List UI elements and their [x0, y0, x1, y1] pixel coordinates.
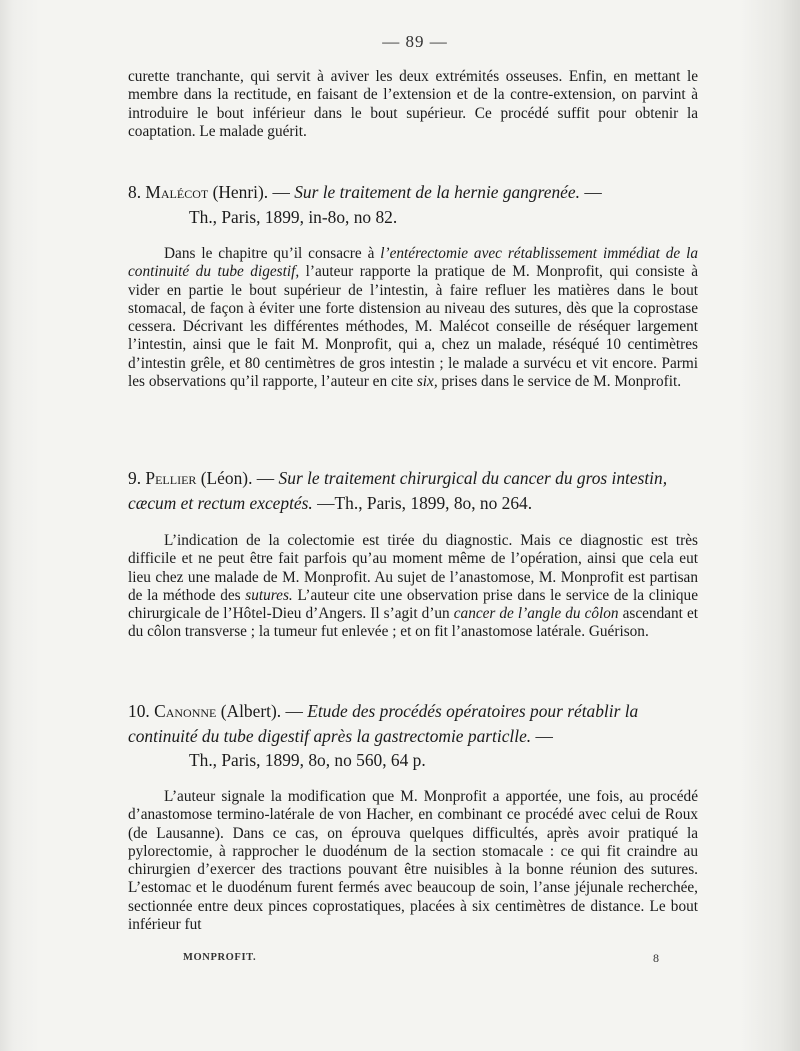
entry-dash: — [256, 468, 275, 488]
summary-emphasis: l’entérectomie avec rétablissement immédiat de la continuité du tube digestif, [128, 245, 698, 281]
footer-sheet-number: 8 [653, 951, 659, 965]
entry-8-summary [128, 245, 698, 391]
entry-dash: — [272, 182, 290, 202]
entry-dash: — [535, 725, 553, 746]
bibliography-entry-9 [128, 466, 700, 515]
author-surname: Canonne [154, 701, 217, 721]
intro-paragraph: curette tranchante, qui servit à aviver les deux extrémités osseuses. Enfin, en mettant le membre dans la rectitude, en faisant de l’extension et de la contre-extension, on parvint à introduire le bout inférieur dans le bout supérieur. Ce procédé suffit pour obtenir la coaptation. Le malade guérit. [128, 68, 698, 140]
author-surname: Malécot [145, 182, 209, 202]
entry-number: 9. [128, 468, 142, 488]
entry-dash: — [584, 182, 602, 202]
entry-10-summary [128, 788, 698, 934]
entry-title: Etude des procédés opératoires pour rétablir la continuité du tube digestif après la gastrectomie particlle. [128, 701, 639, 746]
author-given-name: (Henri). [212, 182, 269, 202]
summary-text: L’indication de la colectomie est tirée du diagnostic. Mais ce diagnostic est très difficile et ne peut être fait parfois qu’au moment même de l’opération, ainsi que cela eut lieu chez une malade de M. Monprofit. Au sujet de l’anastomose, M. Monprofit est partisan de la méthode des [128, 532, 698, 604]
entry-number: 10. [128, 701, 150, 721]
footer-signature: MONPROFIT. [183, 952, 257, 963]
entry-citation: Th., Paris, 1899, in-8o, no 82. [189, 206, 398, 227]
summary-emphasis: sutures. [245, 586, 293, 604]
entry-citation: Th., Paris, 1899, 8o, no 560, 64 p. [189, 750, 426, 770]
entry-number: 8. [128, 182, 142, 202]
summary-text: L’auteur signale la modification que M. Monprofit a apportée, une fois, au procédé d’anastomose termino-latérale de von Hacher, en combinant ce procédé avec celui de Roux (de Lausanne). Dans ce cas, on éprouva quelques difficultés, après avoir pratiqué la pylorectomie, à rapprocher le duodénum de la section stomacale : ce qui fit craindre au chirurgien d’exercer des tractions pouvant être nuisibles à la bonne réunion des sutures. L’estomac et le duodénum furent fermés avec beaucoup de soin, l’anse jéjunale recherchée, sectionnée entre deux pinces coprostatiques, placées à six centimètres de distance. Le bout inférieur fut [128, 788, 698, 934]
bibliography-entry-10 [128, 699, 700, 773]
author-surname: Pellier [145, 468, 197, 488]
summary-text: ascendant et du côlon transverse ; la tumeur fut enlevée ; et on fit l’anastomose latérale. Guérison. [128, 605, 699, 641]
page-number: — 89 — [382, 32, 448, 51]
author-given-name: (Albert). [220, 701, 282, 721]
entry-title: Sur le traitement chirurgical du cancer du gros intestin, cæcum et rectum exceptés. [128, 468, 668, 513]
entry-title: Sur le traitement de la hernie gangrenée. [294, 182, 580, 202]
entry-9-summary [128, 532, 698, 642]
summary-emphasis: six, [416, 373, 438, 391]
summary-text: L’auteur cite une observation prise dans le service de la clinique chirurgicale de l’Hôtel-Dieu d’Angers. Il s’agit d’un [128, 586, 698, 623]
bibliography-entry-8 [128, 180, 700, 229]
author-given-name: (Léon). [200, 468, 253, 488]
entry-citation: —Th., Paris, 1899, 8o, no 264. [317, 492, 533, 513]
summary-text: Dans le chapitre qu’il consacre à [164, 245, 381, 262]
summary-text: l’auteur rapporte la pratique de M. Monprofit, qui consiste à vider en partie le bout supérieur de l’intestin, à faire refluer les matières dans le bout stomacal, de façon à éviter une forte distension au niveau des sutures, dès que la coprostase cessera. Décrivant les différentes méthodes, M. Malécot conseille de réséquer largement l’intestin, ainsi que le fait M. Monprofit, qui a, chez un malade, réséqué 10 centimètres d’intestin grêle, et 80 centimètres de gros intestin ; le malade a survécu et vit encore. Parmi les observations qu’il rapporte, l’auteur en cite [128, 263, 698, 391]
summary-emphasis: cancer de l’angle du côlon [453, 605, 619, 623]
entry-dash: — [285, 701, 303, 721]
summary-text: prises dans le service de M. Monprofit. [437, 373, 682, 391]
